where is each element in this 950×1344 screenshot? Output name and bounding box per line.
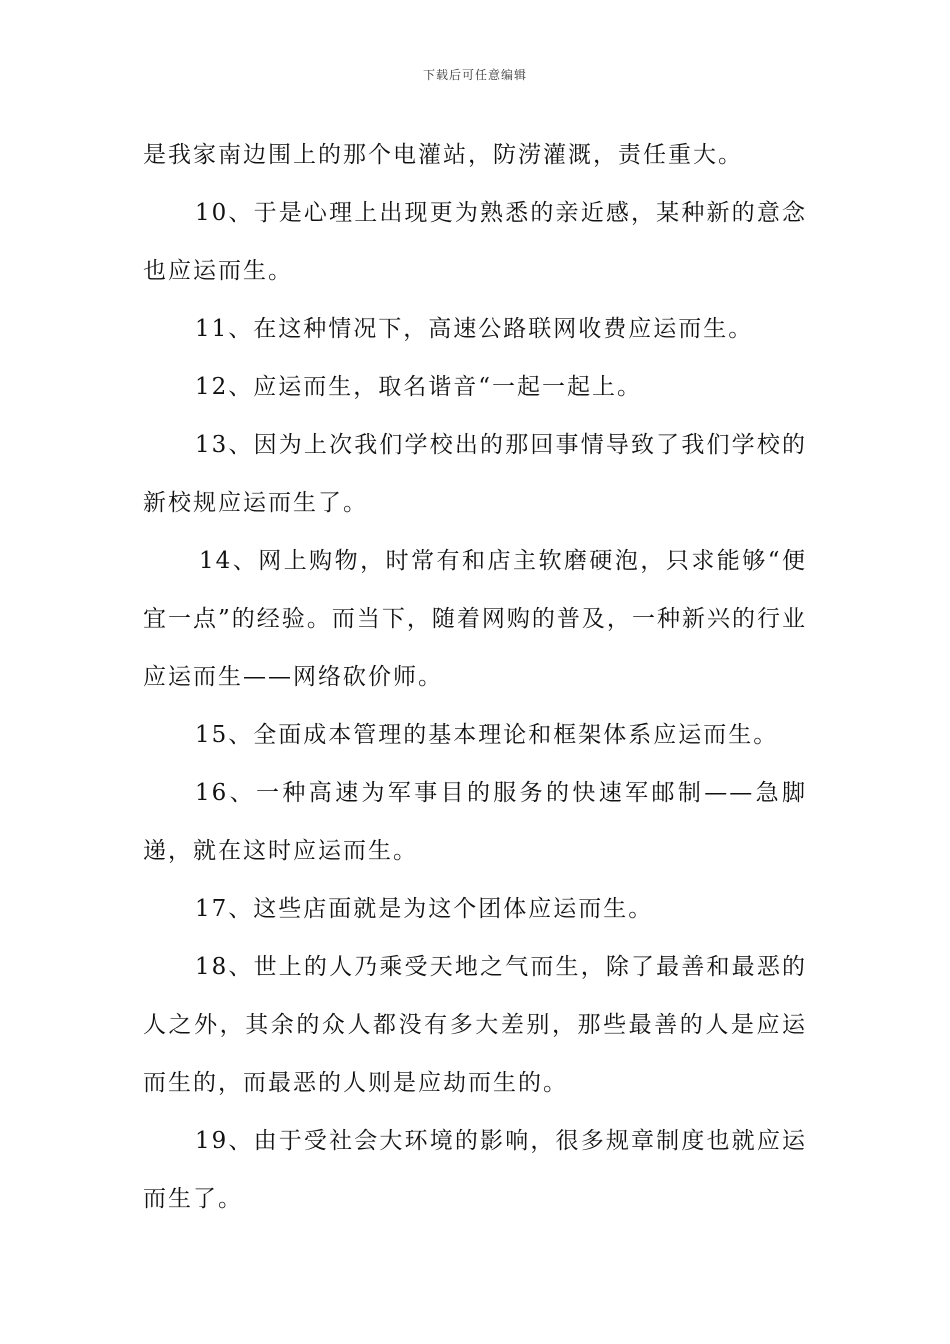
paragraph-item-13: 13、因为上次我们学校出的那回事情导致了我们学校的新校规应运而生了。	[143, 432, 807, 516]
paragraph-item-19: 19、由于受社会大环境的影响，很多规章制度也就应运而生了。	[143, 1128, 807, 1212]
paragraph-item-15: 15、全面成本管理的基本理论和框架体系应运而生。	[195, 722, 779, 748]
paragraph-item-12: 12、应运而生，取名谐音“一起一起上。	[195, 374, 643, 400]
paragraph-item-11: 11、在这种情况下，高速公路联网收费应运而生。	[195, 316, 754, 342]
paragraph-continuation: 是我家南边围上的那个电灌站，防涝灌溉，责任重大。	[143, 142, 743, 168]
page-header: 下载后可任意编辑	[422, 68, 527, 82]
paragraph-item-10: 10、于是心理上出现更为熟悉的亲近感，某种新的意念也应运而生。	[143, 200, 807, 284]
paragraph-item-14: 14、网上购物，时常有和店主软磨硬泡，只求能够“便宜一点”的经验。而当下，随着网购的普及，一种新兴的行业应运而生——网络砍价师。	[143, 548, 807, 690]
document-body	[143, 126, 807, 1228]
paragraph-item-17: 17、这些店面就是为这个团体应运而生。	[195, 896, 654, 922]
paragraph-item-18: 18、世上的人乃乘受天地之气而生，除了最善和最恶的人之外，其余的众人都没有多大差别，那些最善的人是应运而生的，而最恶的人则是应劫而生的。	[143, 954, 807, 1096]
paragraph-item-16: 16、一种高速为军事目的服务的快速军邮制——急脚递，就在这时应运而生。	[143, 780, 807, 864]
